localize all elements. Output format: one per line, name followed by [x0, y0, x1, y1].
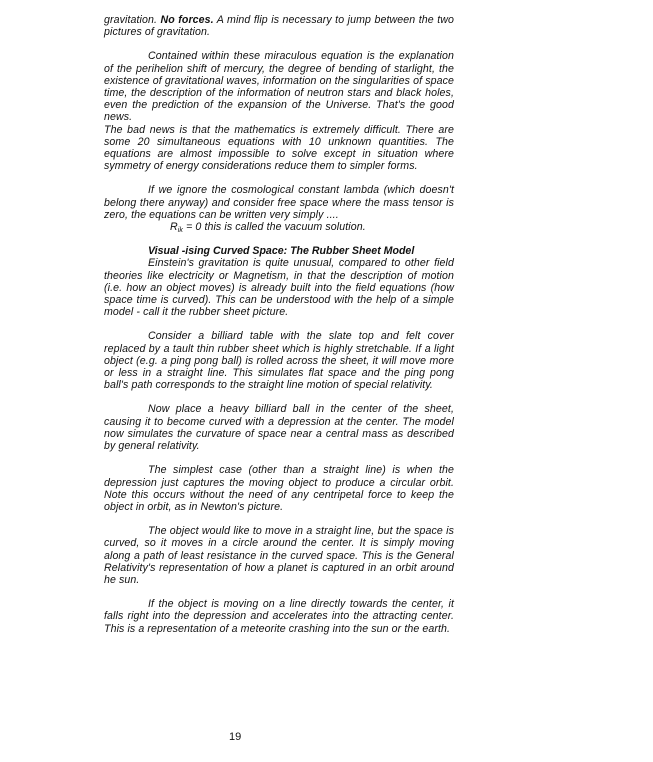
equation-subscript: ik [177, 227, 184, 235]
document-page [104, 14, 454, 635]
equation-text: = 0 this is called the vacuum solution. [183, 221, 366, 234]
paragraph-einstein-gravitation: Einstein's gravitation is quite unusual, compared to other field theories like electricity or Magnetism, in that the description of motion (i.e. how an object moves) is already built into the field equations (how space time is curved). This can be understood with the help of a simple model - call it the rubber sheet picture. [104, 257, 454, 319]
paragraph-cosmological-constant: If we ignore the cosmological constant lambda (which doesn't belong there anyway) and consider free space where the mass tensor is zero, the equations can be written very simply .... [104, 184, 454, 221]
paragraph-bad-news: The bad news is that the mathematics is extremely difficult. There are some 20 simultaneous equations with 10 unknown quantities. The equations are almost impossible to solve except in situation where symmetry of energy considerations reduce them to simpler forms. [104, 123, 454, 173]
bold-phrase: No forces. [160, 14, 214, 26]
text-run: A mind flip is necessary to jump between the two pictures of gravitation. [104, 14, 454, 39]
paragraph-meteorite: If the object is moving on a line directly towards the center, it falls right into the depression and accelerates into the attracting center. This is a representation of a meteorite crashing into the sun or the earth. [104, 598, 454, 635]
section-heading: Visual -ising Curved Space: The Rubber Sheet Model [148, 245, 415, 258]
paragraph-heavy-ball: Now place a heavy billiard ball in the center of the sheet, causing it to become curved with a depression at the center. The model now simulates the curvature of space near a central mass as described by general relativity. [104, 403, 454, 453]
paragraph-simplest-case: The simplest case (other than a straight line) is when the depression just captures the moving object to produce a circular orbit. Note this occurs without the need of any centripetal force to keep the object in orbit, as in Newton's picture. [104, 464, 454, 513]
paragraph-billiard-table: Consider a billiard table with the slate top and felt cover replaced by a tault thin rubber sheet which is highly stretchable. If a light object (e.g. a ping pong ball) is rolled across the sheet, it will move more or less in a straight line. This simulates flat space and the ping pong ball's path corresponds to the straight line motion of special relativity. [104, 330, 454, 392]
text-run: gravitation. [104, 14, 161, 26]
page-number: 19 [229, 731, 242, 743]
vacuum-equation [104, 221, 454, 233]
equation-symbol: R [170, 221, 178, 234]
paragraph-straight-line: The object would like to move in a straight line, but the space is curved, so it moves in a circle around the center. It is simply moving along a path of least resistance in the curved space. This is the General Relativity's representation of how a planet is captured in an orbit around he sun. [104, 525, 454, 586]
paragraph-miraculous-equation: Contained within these miraculous equation is the explanation of the perihelion shift of mercury, the degree of bending of starlight, the existence of gravitational waves, information on the singularities of space time, the description of the information of neutron stars and black holes, even the prediction of the expansion of the Universe. That's the good news. [104, 50, 454, 124]
paragraph-continuation [104, 14, 454, 38]
